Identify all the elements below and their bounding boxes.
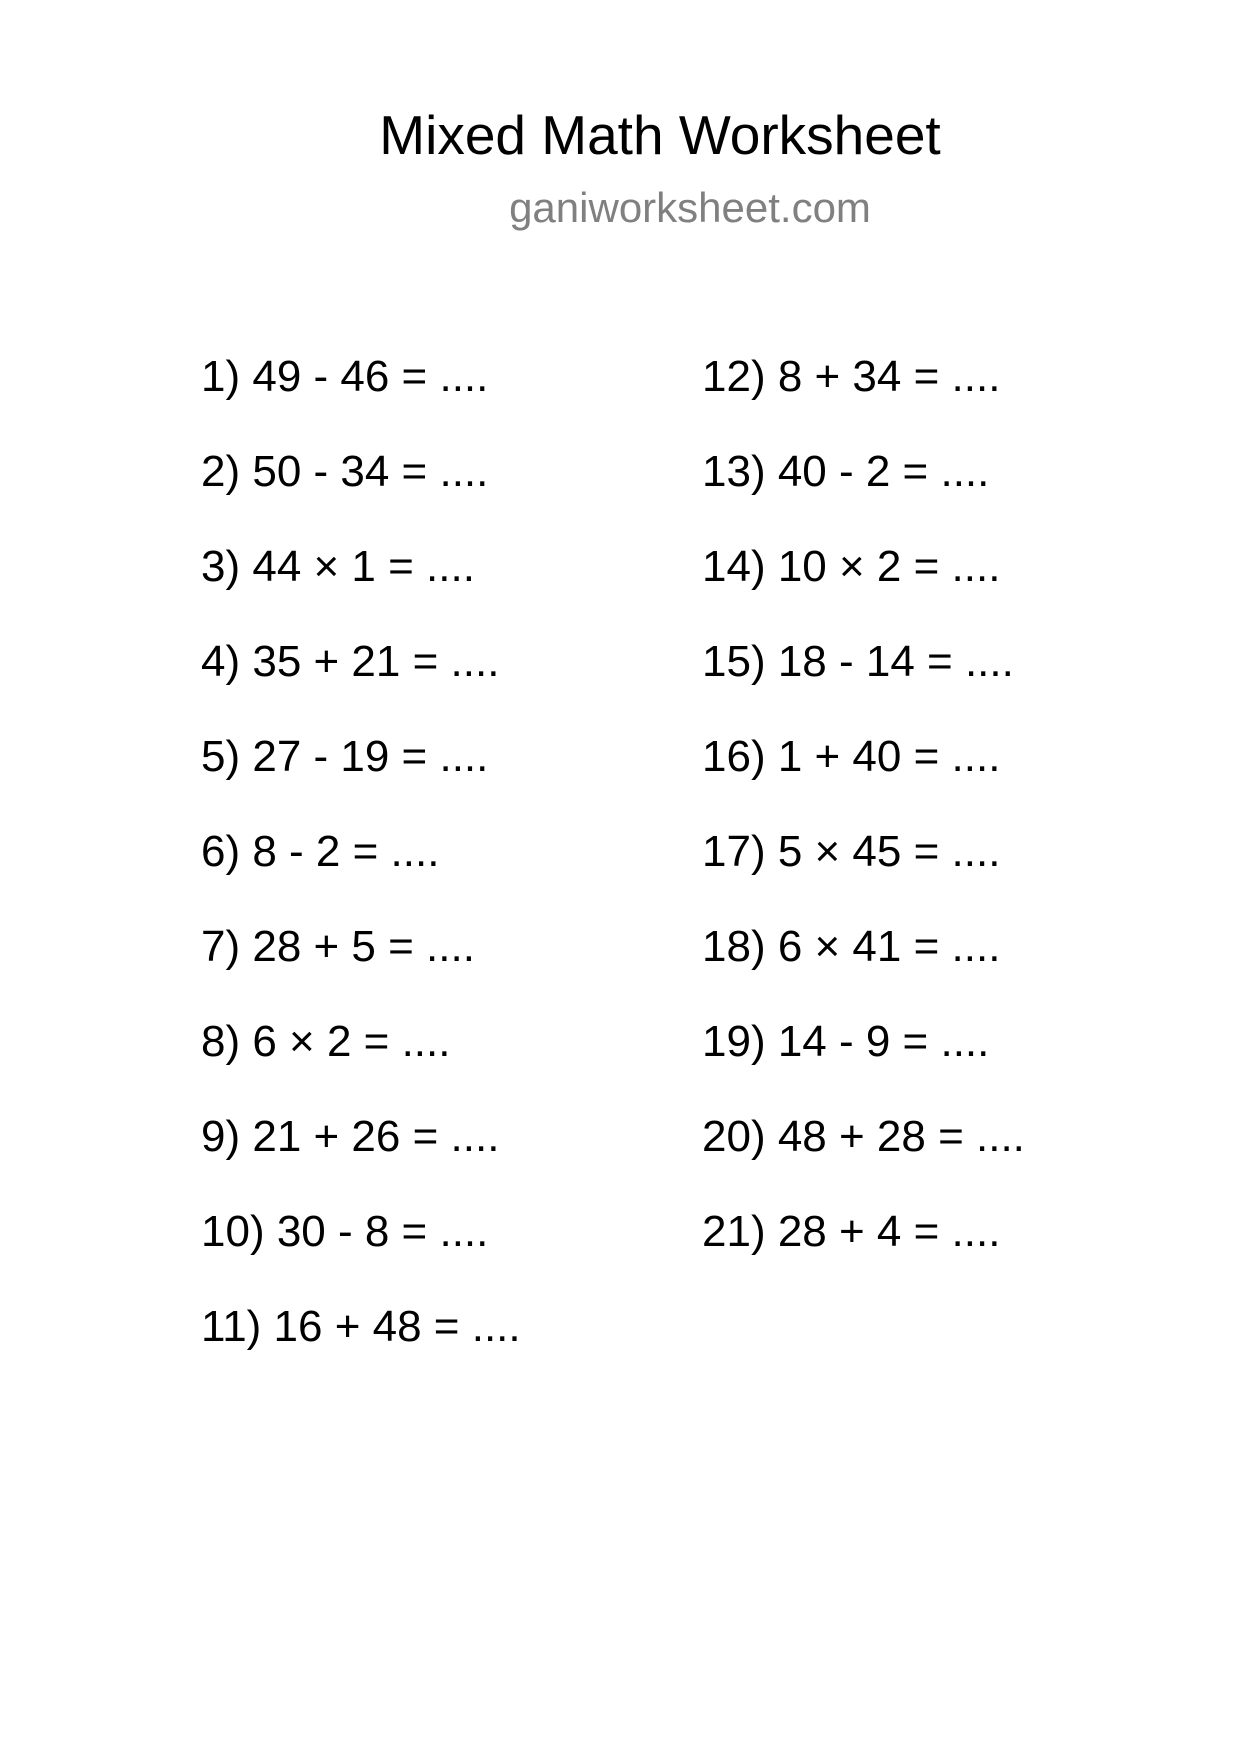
problem-item: 1) 49 - 46 = .... xyxy=(201,352,489,401)
problem-item: 18) 6 × 41 = .... xyxy=(702,922,1001,971)
problem-item: 2) 50 - 34 = .... xyxy=(201,447,489,496)
problem-item: 17) 5 × 45 = .... xyxy=(702,827,1001,876)
problem-item: 9) 21 + 26 = .... xyxy=(201,1112,500,1161)
problem-item: 11) 16 + 48 = .... xyxy=(201,1302,521,1351)
problem-list-left xyxy=(201,348,521,1393)
problem-item: 5) 27 - 19 = .... xyxy=(201,732,489,781)
problem-item: 10) 30 - 8 = .... xyxy=(201,1207,489,1256)
problem-item: 7) 28 + 5 = .... xyxy=(201,922,475,971)
problem-item: 3) 44 × 1 = .... xyxy=(201,542,475,591)
website-label: ganiworksheet.com xyxy=(509,184,871,231)
problem-item: 13) 40 - 2 = .... xyxy=(702,447,990,496)
problem-item: 4) 35 + 21 = .... xyxy=(201,637,500,686)
problem-item: 8) 6 × 2 = .... xyxy=(201,1017,451,1066)
problem-item: 20) 48 + 28 = .... xyxy=(702,1112,1025,1161)
problem-list-right xyxy=(702,348,1025,1298)
problem-item: 14) 10 × 2 = .... xyxy=(702,542,1001,591)
problem-item: 6) 8 - 2 = .... xyxy=(201,827,440,876)
problem-item: 12) 8 + 34 = .... xyxy=(702,352,1001,401)
problem-item: 16) 1 + 40 = .... xyxy=(702,732,1001,781)
worksheet-title: Mixed Math Worksheet xyxy=(379,104,941,166)
problem-item: 21) 28 + 4 = .... xyxy=(702,1207,1001,1256)
problem-item: 15) 18 - 14 = .... xyxy=(702,637,1014,686)
problem-item: 19) 14 - 9 = .... xyxy=(702,1017,990,1066)
